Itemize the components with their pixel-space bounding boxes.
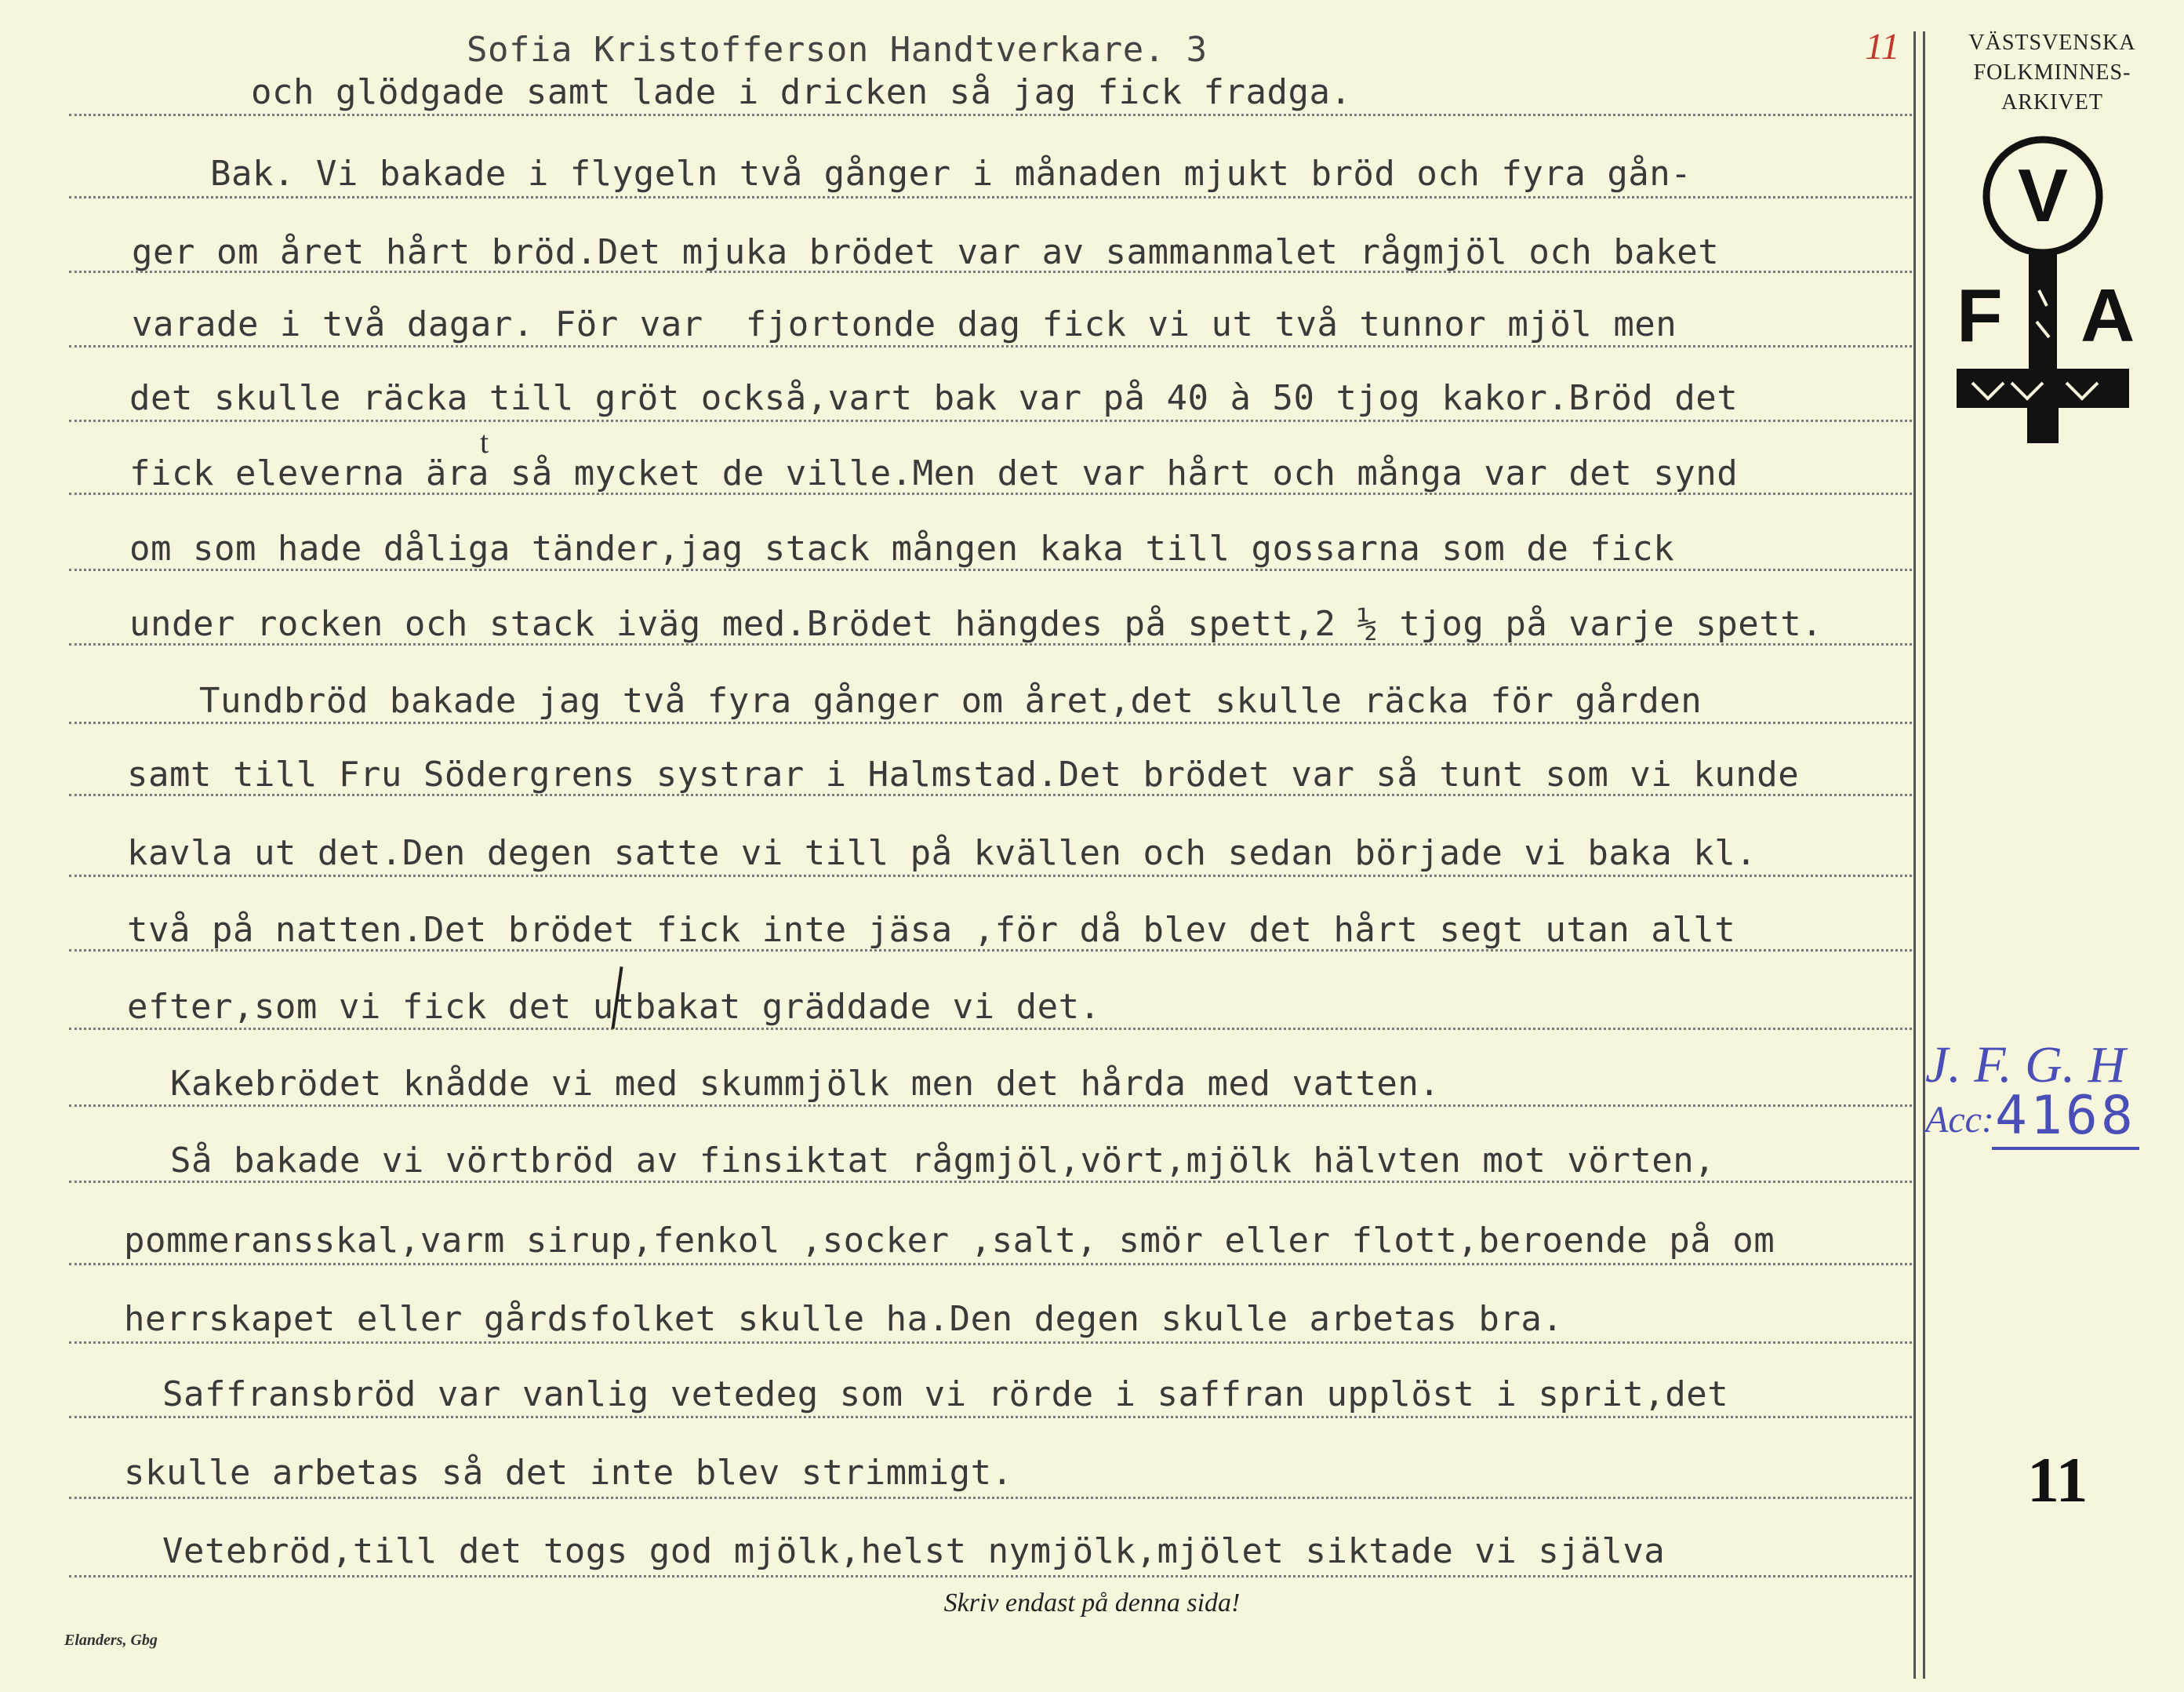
guide-line — [69, 196, 1912, 198]
logo-letter-v: V — [2017, 154, 2069, 238]
text-line: två på natten.Det brödet fick inte jäsa ,för då blev det hårt segt utan allt — [127, 910, 1736, 950]
text-line: och glödgade samt lade i dricken så jag fick fradga. — [251, 72, 1352, 112]
accession-label: Acc: — [1925, 1099, 1994, 1141]
guide-line — [69, 1416, 1912, 1418]
printer-imprint: Elanders, Gbg — [64, 1632, 158, 1649]
text-line: Bak. Vi bakade i flygeln två gånger i månaden mjukt bröd och fyra gån- — [125, 154, 1692, 194]
archive-title-line: FOLKMINNES- — [1973, 60, 2131, 85]
guide-line — [69, 1575, 1912, 1577]
text-line: kavla ut det.Den degen satte vi till på kvällen och sedan började vi baka kl. — [127, 833, 1757, 873]
guide-line — [69, 722, 1912, 724]
guide-line — [69, 420, 1912, 422]
logo-letter-f: F — [1957, 274, 2003, 358]
accession-number: 4168 — [1992, 1085, 2139, 1150]
text-line: efter,som vi fick det utbakat gräddade vi det. — [127, 987, 1101, 1027]
text-line: Vetebröd,till det togs god mjölk,helst nymjölk,mjölet siktade vi själva — [141, 1531, 1666, 1571]
text-line: skulle arbetas så det inte blev strimmigt. — [124, 1453, 1013, 1493]
red-page-mark: 11 — [1865, 26, 1900, 67]
text-line: fick eleverna ära så mycket de ville.Men det var hårt och många var det synd — [129, 453, 1739, 493]
archive-title-line: ARKIVET — [2001, 90, 2103, 115]
guide-line — [69, 1497, 1912, 1499]
text-line: Tundbröd bakade jag två fyra gånger om året,det skulle räcka för gården — [157, 681, 1703, 721]
text-line: Så bakade vi vörtbröd av finsiktat rågmjöl,vört,mjölk hälvten mot vörten, — [149, 1141, 1716, 1181]
page-number: 11 — [2027, 1444, 2088, 1516]
text-line: herrskapet eller gårdsfolket skulle ha.Den degen skulle arbetas bra. — [124, 1299, 1564, 1339]
guide-line — [69, 1341, 1912, 1344]
archive-logo-icon — [1925, 133, 2160, 463]
guide-line — [69, 875, 1912, 877]
text-line: varade i två dagar. För var fjortonde dag fick vi ut två tunnor mjöl men — [132, 304, 1677, 344]
guide-line — [69, 114, 1912, 116]
archive-stamp-initials: J. F. G. H — [1925, 1036, 2126, 1093]
text-line: om som hade dåliga tänder,jag stack mången kaka till gossarna som de fick — [129, 529, 1675, 569]
guide-line — [69, 1104, 1912, 1107]
logo-letter-a: A — [2080, 274, 2135, 358]
archive-title-line: VÄSTSVENSKA — [1968, 31, 2136, 55]
footer-instruction: Skriv endast på denna sida! — [943, 1588, 1241, 1617]
guide-line — [69, 1028, 1912, 1030]
margin-rule — [1913, 31, 1916, 1679]
pen-annotation: t — [480, 424, 489, 460]
text-line: under rocken och stack iväg med.Brödet hängdes på spett,2 ½ tjog på varje spett. — [129, 604, 1823, 644]
header-line: Sofia Kristofferson Handtverkare. 3 — [467, 30, 1208, 70]
guide-line — [69, 345, 1912, 347]
text-line: ger om året hårt bröd.Det mjuka brödet var av sammanmalet rågmjöl och baket — [132, 232, 1720, 272]
text-line: Saffransbröd var vanlig vetedeg som vi rörde i saffran upplöst i sprit,det — [141, 1374, 1729, 1414]
archive-title — [1931, 28, 2174, 118]
text-line: samt till Fru Södergrens systrar i Halmstad.Det brödet var så tunt som vi kunde — [127, 755, 1800, 795]
text-line: Kakebrödet knådde vi med skummjölk men det hårda med vatten. — [149, 1064, 1441, 1104]
text-line: pommeransskal,varm sirup,fenkol ,socker ,salt, smör eller flott,beroende på om — [124, 1221, 1775, 1261]
text-line: det skulle räcka till gröt också,vart bak var på 40 à 50 tjog kakor.Bröd det — [129, 378, 1739, 418]
guide-line — [69, 1263, 1912, 1265]
